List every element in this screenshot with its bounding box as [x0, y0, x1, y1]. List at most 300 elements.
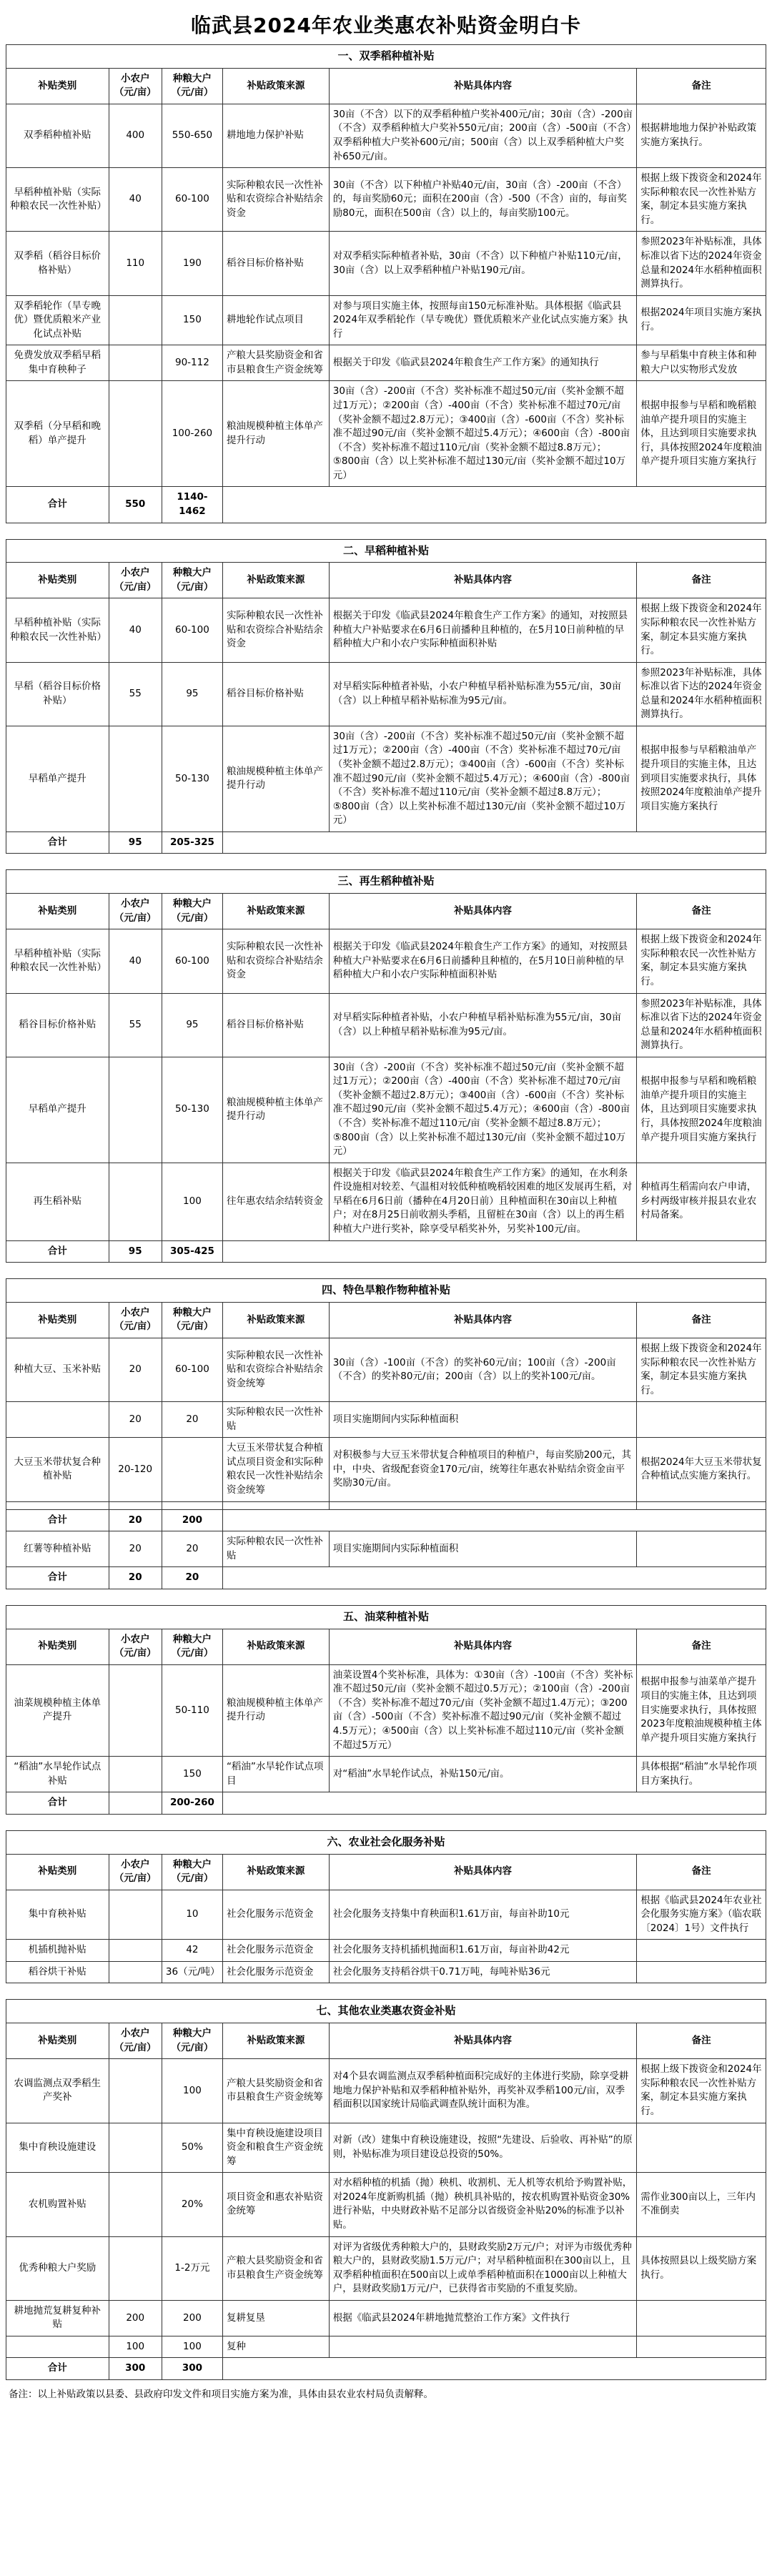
total-row	[6, 487, 766, 523]
cell-note	[637, 1961, 766, 1983]
cell-type: 双季稻（分早稻和晚稻）单产提升	[6, 381, 109, 487]
column-header: 小农户（元/亩）	[109, 2023, 162, 2059]
cell-content: 对早稻实际种植者补贴，小农户种植早稻补贴标准为55元/亩，30亩（含）以上种植早稻补贴标准为95元/亩。	[329, 662, 637, 726]
total-filler	[222, 2358, 766, 2380]
cell-big-farmer: 50%	[162, 2123, 222, 2173]
table-row	[6, 1664, 766, 1756]
cell-note: 参与早稻集中育秧主体和种粮大户以实物形式发放	[637, 345, 766, 381]
column-header: 补贴政策来源	[222, 894, 329, 929]
table-row	[6, 1402, 766, 1438]
cell-content: 30亩（不含）以下种植户补贴40元/亩，30亩（含）-200亩（不含）的，每亩奖励60元；面积在200亩（含）-500（不含）亩的，每亩奖励80元，面积在500亩（含）以上的，每亩奖励100元。	[329, 168, 637, 232]
cell-content: 对参与项目实施主体，按照每亩150元标准补贴。具体根据《临武县2024年双季稻轮作（旱专晚优）暨优质粮米产业化试点实施方案》执行	[329, 295, 637, 345]
column-header: 补贴具体内容	[329, 563, 637, 598]
cell-small-farmer: 55	[109, 662, 162, 726]
cell-note: 根据2024年大豆玉米带状复合种植试点实施方案执行。	[637, 1438, 766, 1501]
total-big-farmer: 305-425	[162, 1240, 222, 1263]
table-row	[6, 1338, 766, 1401]
cell-small-farmer: 400	[109, 104, 162, 167]
section-title: 二、早稻种植补贴	[6, 539, 766, 563]
column-header: 小农户（元/亩）	[109, 563, 162, 598]
cell-big-farmer: 20	[162, 1402, 222, 1438]
table-row	[6, 1057, 766, 1163]
header-row	[6, 1302, 766, 1338]
table-row	[6, 2336, 766, 2358]
cell-policy-source: 项目资金和惠农补贴资金统筹	[222, 2173, 329, 2236]
column-header: 补贴类别	[6, 2023, 109, 2059]
cell-policy-source: 实际种粮农民一次性补贴和农资综合补贴结余资金	[222, 168, 329, 232]
total-filler	[222, 1240, 766, 1263]
cell-policy-source: “稻油”水旱轮作试点项目	[222, 1757, 329, 1792]
section-title: 一、双季稻种植补贴	[6, 45, 766, 69]
cell-small-farmer	[109, 345, 162, 381]
table-row	[6, 1757, 766, 1792]
table-row	[6, 598, 766, 662]
cell-small-farmer	[109, 381, 162, 487]
column-header: 备注	[637, 2023, 766, 2059]
column-header: 小农户（元/亩）	[109, 894, 162, 929]
cell-note: 根据上级下拨资金和2024年实际种粮农民一次性补贴方案，制定本县实施方案执行。	[637, 2059, 766, 2123]
cell-type: 早稻种植补贴（实际种粮农民一次性补贴）	[6, 598, 109, 662]
page	[6, 0, 766, 2412]
cell-big-farmer: 60-100	[162, 1338, 222, 1401]
column-header: 小农户（元/亩）	[109, 1854, 162, 1890]
column-header: 种粮大户（元/亩）	[162, 1302, 222, 1338]
cell-policy-source: 粮油规模种植主体单产提升行动	[222, 1664, 329, 1756]
column-header: 补贴类别	[6, 68, 109, 104]
cell-policy-source: 稻谷目标价格补贴	[222, 232, 329, 295]
table-row	[6, 232, 766, 295]
cell-type: 油菜规模种植主体单产提升	[6, 1664, 109, 1756]
table-row	[6, 345, 766, 381]
cell-note: 种植再生稻需向农户申请，乡村两级审核并报县农业农村局备案。	[637, 1163, 766, 1240]
cell-big-farmer: 550-650	[162, 104, 222, 167]
cell-content: 30亩（不含）以下的双季稻种植户奖补400元/亩；30亩（含）-200亩（不含）双季稻种植大户奖补550元/亩；200亩（含）-500亩（不含）双季稻种植大户奖补600元/亩；500亩（含）以上双季稻种植大户奖补650元/亩。	[329, 104, 637, 167]
cell-small-farmer: 100	[109, 2336, 162, 2358]
column-header: 补贴类别	[6, 1302, 109, 1338]
total-small-farmer: 550	[109, 487, 162, 523]
cell-small-farmer	[109, 1890, 162, 1940]
column-header: 补贴具体内容	[329, 68, 637, 104]
subtotal-big: 200	[162, 1509, 222, 1531]
column-header: 备注	[637, 894, 766, 929]
cell-note: 参照2023年补贴标准，具体标准以省下达的2024年资金总量和2024年水稻种植面积测算执行。	[637, 662, 766, 726]
column-header: 备注	[637, 1629, 766, 1664]
cell-type: 红薯等种植补贴	[6, 1531, 109, 1567]
cell-policy-source: 耕地轮作试点项目	[222, 295, 329, 345]
cell-content: 社会化服务支持稻谷烘干0.71万吨，每吨补贴36元	[329, 1961, 637, 1983]
cell-content: 社会化服务支持机插机抛面积1.61万亩，每亩补助42元	[329, 1940, 637, 1962]
cell-policy-source: 社会化服务示范资金	[222, 1890, 329, 1940]
cell-policy-source	[222, 1501, 329, 1509]
cell-note	[637, 1531, 766, 1567]
total-row	[6, 1792, 766, 1815]
column-header: 补贴类别	[6, 894, 109, 929]
column-header: 补贴政策来源	[222, 1629, 329, 1664]
cell-policy-source: 实际种粮农民一次性补贴和农资综合补贴结余资金	[222, 929, 329, 993]
cell-big-farmer: 20	[162, 1531, 222, 1567]
cell-small-farmer	[109, 1961, 162, 1983]
column-header: 小农户（元/亩）	[109, 1629, 162, 1664]
total-small-farmer: 95	[109, 831, 162, 854]
section-title: 五、油菜种植补贴	[6, 1605, 766, 1629]
column-header: 补贴政策来源	[222, 68, 329, 104]
section-table	[6, 1278, 766, 1589]
table-row	[6, 2059, 766, 2123]
cell-content: 项目实施期间内实际种植面积	[329, 1531, 637, 1567]
cell-big-farmer: 190	[162, 232, 222, 295]
section-table	[6, 539, 766, 854]
subtotal-filler	[222, 1509, 766, 1531]
cell-small-farmer	[109, 2173, 162, 2236]
cell-small-farmer	[109, 2059, 162, 2123]
total-label: 合计	[6, 1240, 109, 1263]
total-small-farmer	[109, 1792, 162, 1815]
cell-content	[329, 1501, 637, 1509]
cell-policy-source: 社会化服务示范资金	[222, 1940, 329, 1962]
column-header: 补贴政策来源	[222, 563, 329, 598]
total-filler	[222, 487, 766, 523]
cell-small-farmer: 20	[109, 1531, 162, 1567]
total-filler	[222, 831, 766, 854]
table-row	[6, 993, 766, 1057]
cell-type: 双季稻（稻谷目标价格补贴）	[6, 232, 109, 295]
cell-note: 参照2023年补贴标准，具体标准以省下达的2024年资金总量和2024年水稻种植面积测算执行。	[637, 232, 766, 295]
cell-big-farmer: 95	[162, 662, 222, 726]
column-header: 补贴具体内容	[329, 1629, 637, 1664]
header-row	[6, 894, 766, 929]
cell-big-farmer: 90-112	[162, 345, 222, 381]
cell-note: 参照2023年补贴标准，具体标准以省下达的2024年资金总量和2024年水稻种植面积测算执行。	[637, 993, 766, 1057]
cell-note	[637, 2300, 766, 2336]
section-table	[6, 1605, 766, 1815]
cell-note	[637, 1402, 766, 1438]
total-big-farmer: 205-325	[162, 831, 222, 854]
table-row	[6, 2123, 766, 2173]
section-title: 七、其他农业类惠农资金补贴	[6, 2000, 766, 2023]
column-header: 补贴政策来源	[222, 2023, 329, 2059]
cell-note: 根据上级下拨资金和2024年实际种粮农民一次性补贴方案，制定本县实施方案执行。	[637, 598, 766, 662]
cell-type: 早稻单产提升	[6, 1057, 109, 1163]
table-row	[6, 168, 766, 232]
cell-big-farmer: 100	[162, 1163, 222, 1240]
cell-policy-source: 集中育秧设施建设项目资金和粮食生产资金统筹	[222, 2123, 329, 2173]
column-header: 补贴类别	[6, 563, 109, 598]
cell-policy-source: 复种	[222, 2336, 329, 2358]
cell-policy-source: 实际种粮农民一次性补贴和农资综合补贴结余资金统筹	[222, 1338, 329, 1401]
column-header: 种粮大户（元/亩）	[162, 1854, 222, 1890]
cell-note	[637, 1501, 766, 1509]
cell-small-farmer	[109, 1501, 162, 1509]
cell-small-farmer: 40	[109, 598, 162, 662]
cell-type: 农调监测点双季稻生产奖补	[6, 2059, 109, 2123]
subtotal-label: 合计	[6, 1509, 109, 1531]
cell-big-farmer: 100-260	[162, 381, 222, 487]
cell-content: 30亩（含）-200亩（不含）奖补标准不超过50元/亩（奖补金额不超过1万元）；②200亩（含）-400亩（不含）奖补标准不超过70元/亩（奖补金额不超过2.8万元）；③400亩（含）-600亩（不含）奖补标准不超过90元/亩（奖补金额不超过5.4万元）；④600亩（含）-800亩（不含）奖补标准不超过110元/亩（奖补金额不超过8.8万元）；⑤800亩（含）以上奖补标准不超过130元/亩（奖补金额不超过10万元）	[329, 1057, 637, 1163]
section-gap	[6, 854, 766, 869]
cell-note: 根据上级下拨资金和2024年实际种粮农民一次性补贴方案，制定本县实施方案执行。	[637, 1338, 766, 1401]
cell-small-farmer: 200	[109, 2300, 162, 2336]
cell-type: 集中育秧设施建设	[6, 2123, 109, 2173]
column-header: 补贴具体内容	[329, 1854, 637, 1890]
cell-note: 根据申报参与早稻和晚稻粮油单产提升项目的实施主体，且达到项目实施要求执行，具体按照2024年度粮油单产提升项目实施方案执行	[637, 381, 766, 487]
cell-big-farmer: 60-100	[162, 929, 222, 993]
column-header: 补贴类别	[6, 1854, 109, 1890]
cell-small-farmer	[109, 2236, 162, 2300]
total-row	[6, 2358, 766, 2380]
cell-content: 根据关于印发《临武县2024年粮食生产工作方案》的通知，在水利条件设施相对较差、气温相对较低种植晚稻较困难的地区发展再生稻，对早稻在6月6日前（播种在4月20日前）且种植面积在30亩以上种植户；对在8月25日前收割头季稻，且留桩在30亩（含）以上的再生稻种植大户进行奖补，除享受早稻奖补外，另奖补100元/亩。	[329, 1163, 637, 1240]
cell-big-farmer: 100	[162, 2336, 222, 2358]
cell-type: 农机购置补贴	[6, 2173, 109, 2236]
cell-small-farmer: 110	[109, 232, 162, 295]
table-row	[6, 2236, 766, 2300]
cell-type: 集中育秧补贴	[6, 1890, 109, 1940]
cell-content: 对评为省级优秀种粮大户的，县财政奖励2万元/户；对评为市级优秀种粮大户的，县财政奖励1.5万元/户；对早稻种植面积在300亩以上，且双季稻种植面积在500亩以上或单季稻种植面积在1000亩以上种植大户，县财政奖励1万元/户，已获得省市奖励的不重复奖励。	[329, 2236, 637, 2300]
column-header: 小农户（元/亩）	[109, 1302, 162, 1338]
header-row	[6, 563, 766, 598]
cell-note	[637, 1940, 766, 1962]
cell-small-farmer	[109, 295, 162, 345]
cell-note: 根据申报参与早稻和晚稻粮油单产提升项目的实施主体，且达到项目实施要求执行，具体按照2024年度粮油单产提升项目实施方案执行	[637, 1057, 766, 1163]
cell-big-farmer: 1-2万元	[162, 2236, 222, 2300]
cell-policy-source: 复耕复垦	[222, 2300, 329, 2336]
total-big-farmer: 200-260	[162, 1792, 222, 1815]
total-label: 合计	[6, 1792, 109, 1815]
cell-content: 对早稻实际种植者补贴，小农户种植早稻补贴标准为55元/亩，30亩（含）以上种植早稻补贴标准为95元/亩。	[329, 993, 637, 1057]
cell-note: 根据上级下拨资金和2024年实际种粮农民一次性补贴方案，制定本县实施方案执行。	[637, 929, 766, 993]
cell-small-farmer	[109, 1757, 162, 1792]
cell-big-farmer: 50-110	[162, 1664, 222, 1756]
cell-policy-source: 稻谷目标价格补贴	[222, 662, 329, 726]
section-table	[6, 44, 766, 523]
section-table	[6, 1999, 766, 2380]
subtotal-small: 20	[109, 1509, 162, 1531]
cell-note	[637, 2336, 766, 2358]
cell-small-farmer: 20	[109, 1338, 162, 1401]
column-header: 备注	[637, 563, 766, 598]
cell-note: 具体根据“稻油”水旱轮作项目方案执行。	[637, 1757, 766, 1792]
cell-big-farmer	[162, 1438, 222, 1501]
cell-type	[6, 1402, 109, 1438]
total-small-farmer: 95	[109, 1240, 162, 1263]
table-row	[6, 1438, 766, 1501]
table-row	[6, 1940, 766, 1962]
cell-policy-source: 产粮大县奖励资金和省市县粮食生产资金统筹	[222, 2236, 329, 2300]
table-row	[6, 1501, 766, 1509]
column-header: 小农户（元/亩）	[109, 68, 162, 104]
table-row	[6, 929, 766, 993]
table-row	[6, 726, 766, 831]
cell-big-farmer: 60-100	[162, 598, 222, 662]
cell-content: 对新（改）建集中育秧设施建设，按照“先建设、后验收、再补贴”的原则，补贴标准为项目建设总投资的50%。	[329, 2123, 637, 2173]
cell-big-farmer: 10	[162, 1890, 222, 1940]
total-filler	[222, 1792, 766, 1815]
column-header: 补贴类别	[6, 1629, 109, 1664]
section-gap	[6, 1589, 766, 1605]
total-label: 合计	[6, 487, 109, 523]
cell-content: 项目实施期间内实际种植面积	[329, 1402, 637, 1438]
cell-type: 种植大豆、玉米补贴	[6, 1338, 109, 1401]
table-row	[6, 295, 766, 345]
section-title: 三、再生稻种植补贴	[6, 870, 766, 894]
table-row	[6, 104, 766, 167]
cell-big-farmer: 150	[162, 295, 222, 345]
cell-type: 优秀种粮大户奖励	[6, 2236, 109, 2300]
cell-small-farmer: 55	[109, 993, 162, 1057]
header-row	[6, 1854, 766, 1890]
total-label: 合计	[6, 831, 109, 854]
total-small-farmer: 20	[109, 1567, 162, 1589]
column-header: 补贴具体内容	[329, 1302, 637, 1338]
cell-big-farmer: 50-130	[162, 1057, 222, 1163]
cell-big-farmer: 150	[162, 1757, 222, 1792]
table-row	[6, 662, 766, 726]
footnote: 备注：以上补贴政策以县委、县政府印发文件和项目实施方案为准，具体由县农业农村局负责解释。	[9, 2389, 433, 2400]
cell-policy-source: 社会化服务示范资金	[222, 1961, 329, 1983]
cell-policy-source: 实际种粮农民一次性补贴和农资综合补贴结余资金	[222, 598, 329, 662]
cell-type: 再生稻补贴	[6, 1163, 109, 1240]
cell-big-farmer: 200	[162, 2300, 222, 2336]
table-row	[6, 2173, 766, 2236]
cell-small-farmer	[109, 1940, 162, 1962]
cell-big-farmer: 36（元/吨）	[162, 1961, 222, 1983]
table-row	[6, 1890, 766, 1940]
cell-content: 对积极参与大豆玉米带状复合种植项目的种植户，每亩奖励200元，其中，中央、省级配套资金170元/亩，统筹往年惠农补贴结余资金亩平奖励30元/亩。	[329, 1438, 637, 1501]
column-header: 备注	[637, 68, 766, 104]
table-row	[6, 1961, 766, 1983]
column-header: 种粮大户（元/亩）	[162, 1629, 222, 1664]
cell-big-farmer	[162, 1501, 222, 1509]
cell-type: 早稻（稻谷目标价格补贴）	[6, 662, 109, 726]
column-header: 种粮大户（元/亩）	[162, 2023, 222, 2059]
cell-content: 对“稻油”水旱轮作试点，补贴150元/亩。	[329, 1757, 637, 1792]
cell-small-farmer	[109, 1163, 162, 1240]
header-row	[6, 1629, 766, 1664]
cell-content: 30亩（含）-200亩（不含）奖补标准不超过50元/亩（奖补金额不超过1万元）；②200亩（含）-400亩（不含）奖补标准不超过70元/亩（奖补金额不超过2.8万元）；③400亩（含）-600亩（不含）奖补标准不超过90元/亩（奖补金额不超过5.4万元）；④600亩（含）-800亩（不含）奖补标准不超过110元/亩（奖补金额不超过8.8万元）；⑤800亩（含）以上奖补标准不超过130元/亩（奖补金额不超过10万元）	[329, 381, 637, 487]
header-row	[6, 68, 766, 104]
cell-policy-source: 粮油规模种植主体单产提升行动	[222, 381, 329, 487]
cell-note: 根据耕地地力保护补贴政策实施方案执行。	[637, 104, 766, 167]
total-big-farmer: 20	[162, 1567, 222, 1589]
cell-content: 根据关于印发《临武县2024年粮食生产工作方案》的通知，对按照县种植大户补贴要求在6月6日前播种且种植的，在5月10日前种植的早稻种植大户和小农户实际种植面积补贴	[329, 929, 637, 993]
cell-type: 免费发放双季稻早稻集中育秧种子	[6, 345, 109, 381]
total-small-farmer: 300	[109, 2358, 162, 2380]
total-row	[6, 831, 766, 854]
cell-small-farmer	[109, 1664, 162, 1756]
cell-note: 根据申报参与早稻粮油单产提升项目的实施主体，且达到项目实施要求执行，具体按照2024年度粮油单产提升项目实施方案执行	[637, 726, 766, 831]
cell-type: 稻谷目标价格补贴	[6, 993, 109, 1057]
cell-big-farmer: 100	[162, 2059, 222, 2123]
cell-content: 对双季稻实际种植者补贴，30亩（不含）以下种植户补贴110元/亩，30亩（含）以上双季稻种植户补贴190元/亩。	[329, 232, 637, 295]
cell-small-farmer	[109, 726, 162, 831]
cell-content: 30亩（含）-200亩（不含）奖补标准不超过50元/亩（奖补金额不超过1万元）；②200亩（含）-400亩（不含）奖补标准不超过70元/亩（奖补金额不超过2.8万元）；③400亩（含）-600亩（不含）奖补标准不超过90元/亩（奖补金额不超过5.4万元）；④600亩（含）-800亩（不含）奖补标准不超过110元/亩（奖补金额不超过8.8万元）；⑤800亩（含）以上奖补标准不超过130元/亩（奖补金额不超过10万元）	[329, 726, 637, 831]
cell-type: 机插机抛补贴	[6, 1940, 109, 1962]
cell-policy-source: 产粮大县奖励资金和省市县粮食生产资金统筹	[222, 2059, 329, 2123]
cell-content: 对4个县农调监测点双季稻种植面积完成好的主体进行奖励，除享受耕地地力保护补贴和双季稻种植补贴外，再奖补双季稻100元/亩，双季稻面积以国家统计局临武调查队统计面积为准。	[329, 2059, 637, 2123]
cell-big-farmer: 42	[162, 1940, 222, 1962]
table-row	[6, 1531, 766, 1567]
total-big-farmer: 300	[162, 2358, 222, 2380]
cell-note: 具体按照县以上级奖励方案执行。	[637, 2236, 766, 2300]
total-label: 合计	[6, 1567, 109, 1589]
table-row	[6, 381, 766, 487]
cell-type: 早稻单产提升	[6, 726, 109, 831]
cell-content: 根据关于印发《临武县2024年粮食生产工作方案》的通知，对按照县种植大户补贴要求在6月6日前播种且种植的，在5月10日前种植的早稻种植大户和小农户实际种植面积补贴	[329, 598, 637, 662]
cell-policy-source: 粮油规模种植主体单产提升行动	[222, 1057, 329, 1163]
cell-type: 大豆玉米带状复合种植补贴	[6, 1438, 109, 1501]
cell-content: 根据《临武县2024年耕地抛荒整治工作方案》文件执行	[329, 2300, 637, 2336]
cell-big-farmer: 60-100	[162, 168, 222, 232]
cell-policy-source: 稻谷目标价格补贴	[222, 993, 329, 1057]
section-gap	[6, 523, 766, 539]
header-row	[6, 2023, 766, 2059]
sections-container	[6, 44, 766, 2380]
cell-content: 油菜设置4个奖补标准，具体为：①30亩（含）-100亩（不含）奖补标准不超过50元/亩（奖补金额不超过0.5万元）；②100亩（含）-200亩（不含）奖补标准不超过70元/亩（奖补金额不超过1.4万元）；③200亩（含）-500亩（不含）奖补标准不超过90元/亩（奖补金额不超过4.5万元）；④500亩（含）以上奖补标准不超过110元/亩（奖补金额不超过5万元）	[329, 1664, 637, 1756]
cell-note: 根据《临武县2024年农业社会化服务实施方案》（临农联〔2024〕1号）文件执行	[637, 1890, 766, 1940]
total-row	[6, 1567, 766, 1589]
section-table	[6, 1830, 766, 1984]
cell-type: 早稻种植补贴（实际种粮农民一次性补贴）	[6, 929, 109, 993]
section-table	[6, 869, 766, 1263]
cell-policy-source: 实际种粮农民一次性补贴	[222, 1402, 329, 1438]
cell-big-farmer: 50-130	[162, 726, 222, 831]
total-filler	[222, 1567, 766, 1589]
table-row	[6, 1509, 766, 1531]
cell-content: 根据关于印发《临武县2024年粮食生产工作方案》的通知执行	[329, 345, 637, 381]
section-gap	[6, 1263, 766, 1278]
cell-small-farmer: 20	[109, 1402, 162, 1438]
section-gap	[6, 1983, 766, 1999]
total-row	[6, 1240, 766, 1263]
section-title: 四、特色旱粮作物种植补贴	[6, 1279, 766, 1303]
cell-small-farmer: 40	[109, 168, 162, 232]
cell-small-farmer	[109, 1057, 162, 1163]
table-row	[6, 2300, 766, 2336]
cell-type	[6, 1501, 109, 1509]
cell-policy-source: 产粮大县奖励资金和省市县粮食生产资金统筹	[222, 345, 329, 381]
column-header: 补贴具体内容	[329, 894, 637, 929]
cell-content: 30亩（含）-100亩（不含）的奖补60元/亩；100亩（含）-200亩（不含）的奖补80元/亩；200亩（含）以上的奖补100元/亩。	[329, 1338, 637, 1401]
total-big-farmer: 1140-1462	[162, 487, 222, 523]
page-title: 临武县2024年农业类惠农补贴资金明白卡	[191, 14, 581, 37]
cell-policy-source: 粮油规模种植主体单产提升行动	[222, 726, 329, 831]
column-header: 补贴政策来源	[222, 1302, 329, 1338]
cell-note: 需作业300亩以上，三年内不准倒卖	[637, 2173, 766, 2236]
cell-small-farmer	[109, 2123, 162, 2173]
column-header: 种粮大户（元/亩）	[162, 68, 222, 104]
cell-policy-source: 实际种粮农民一次性补贴	[222, 1531, 329, 1567]
section-title: 六、农业社会化服务补贴	[6, 1830, 766, 1854]
cell-content: 对水稻种植的机插（抛）秧机、收割机、无人机等农机给予购置补贴，对2024年度新购机插（抛）秧机具补贴的，按农机购置补贴资金30%进行补贴，中央财政补贴不足部分以省级资金补贴20%的标准予以补贴。	[329, 2173, 637, 2236]
column-header: 补贴具体内容	[329, 2023, 637, 2059]
cell-note	[637, 2123, 766, 2173]
cell-note: 根据申报参与油菜单产提升项目的实施主体，且达到项目实施要求执行，具体按照2023年度粮油规模种植主体单产提升项目实施方案执行	[637, 1664, 766, 1756]
cell-type	[6, 2336, 109, 2358]
table-row	[6, 1163, 766, 1240]
cell-type: 双季稻轮作（旱专晚优）暨优质粮米产业化试点补贴	[6, 295, 109, 345]
column-header: 备注	[637, 1302, 766, 1338]
cell-small-farmer: 40	[109, 929, 162, 993]
cell-policy-source: 大豆玉米带状复合种植试点项目资金和实际种粮农民一次性补贴结余资金统筹	[222, 1438, 329, 1501]
cell-note: 根据上级下拨资金和2024年实际种粮农民一次性补贴方案，制定本县实施方案执行。	[637, 168, 766, 232]
column-header: 种粮大户（元/亩）	[162, 563, 222, 598]
cell-note: 根据2024年项目实施方案执行。	[637, 295, 766, 345]
cell-policy-source: 往年惠农结余结转资金	[222, 1163, 329, 1240]
cell-type: 稻谷烘干补贴	[6, 1961, 109, 1983]
cell-big-farmer: 20%	[162, 2173, 222, 2236]
column-header: 补贴政策来源	[222, 1854, 329, 1890]
column-header: 备注	[637, 1854, 766, 1890]
cell-big-farmer: 95	[162, 993, 222, 1057]
